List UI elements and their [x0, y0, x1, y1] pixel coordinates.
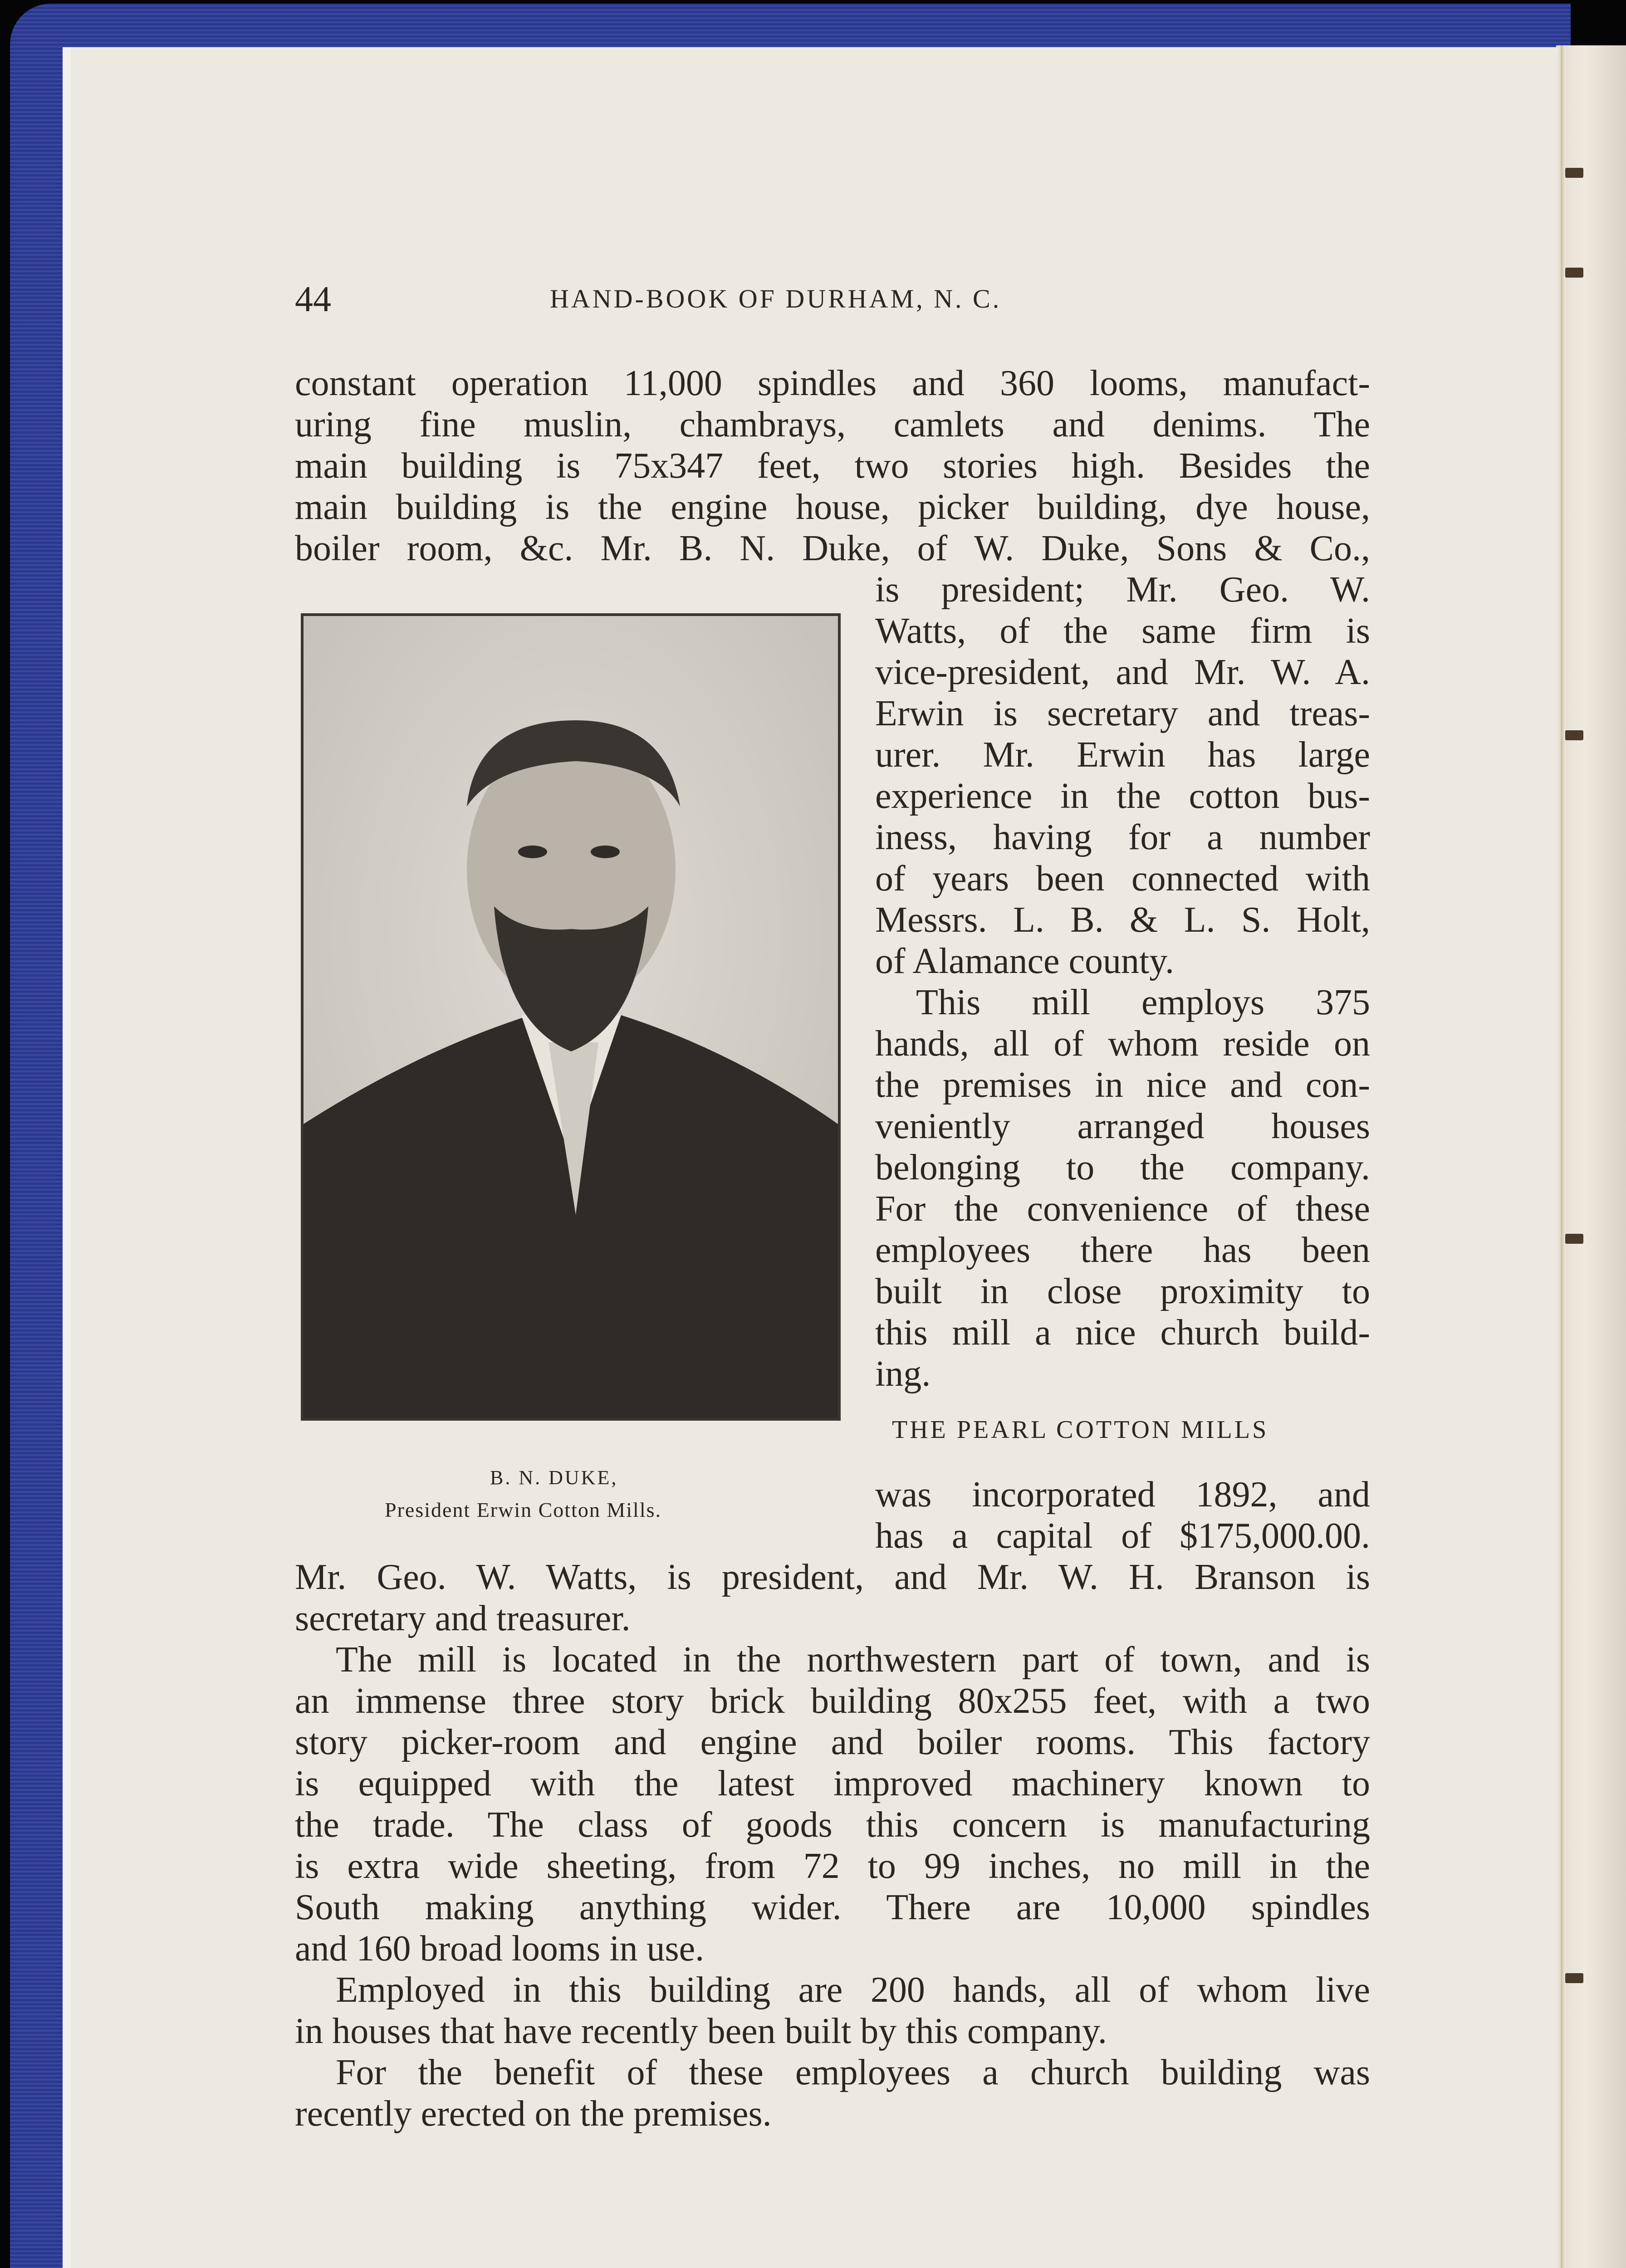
facing-page-edge — [1556, 45, 1626, 2268]
text-line: story picker-room and engine and boiler rooms. This factory — [295, 1722, 1370, 1762]
text-line: belonging to the company. — [875, 1148, 1370, 1188]
section-heading: THE PEARL COTTON MILLS — [892, 1416, 1269, 1444]
binding-thread — [1565, 168, 1583, 178]
text-line: Mr. Geo. W. Watts, is president, and Mr. W. H. Branson is — [295, 1557, 1370, 1597]
text-line: was incorporated 1892, and — [875, 1475, 1370, 1515]
portrait-image — [304, 616, 838, 1418]
text-line: is extra wide sheeting, from 72 to 99 inches, no mill in the — [295, 1846, 1370, 1886]
text-line: Messrs. L. B. & L. S. Holt, — [875, 900, 1370, 940]
text-line: This mill employs 375 — [916, 982, 1370, 1022]
text-line: iness, having for a number — [875, 817, 1370, 857]
text-line: main building is 75x347 feet, two stories high. Besides the — [295, 446, 1370, 486]
portrait-caption-title: President Erwin Cotton Mills. — [385, 1498, 661, 1521]
text-line: an immense three story brick building 80x255 feet, with a two — [295, 1681, 1370, 1721]
text-line: recently erected on the premises. — [295, 2094, 772, 2134]
page-number: 44 — [295, 279, 331, 319]
text-line: has a capital of $175,000.00. — [875, 1516, 1370, 1556]
text-line: Watts, of the same firm is — [875, 611, 1370, 651]
text-line: South making anything wider. There are 10,000 spindles — [295, 1887, 1370, 1927]
binding-thread — [1565, 1973, 1583, 1983]
page-gutter — [1561, 45, 1564, 2268]
text-line: of years been connected with — [875, 859, 1370, 899]
text-line: uring fine muslin, chambrays, camlets and denims. The — [295, 405, 1370, 445]
text-line: the premises in nice and con- — [875, 1065, 1370, 1105]
text-line: constant operation 11,000 spindles and 360 looms, manufact- — [295, 363, 1370, 403]
text-line: and 160 broad looms in use. — [295, 1929, 705, 1969]
text-line: the trade. The class of goods this concern is manufacturing — [295, 1805, 1370, 1845]
text-line: in houses that have recently been built by this company. — [295, 2011, 1107, 2051]
text-line: main building is the engine house, picker building, dye house, — [295, 487, 1370, 527]
text-line: of Alamance county. — [875, 941, 1175, 981]
text-line: hands, all of whom reside on — [875, 1024, 1370, 1064]
binding-thread — [1565, 1234, 1583, 1244]
text-line: For the benefit of these employees a church building was — [336, 2053, 1370, 2092]
text-line: Erwin is secretary and treas- — [875, 694, 1370, 733]
text-line: boiler room, &c. Mr. B. N. Duke, of W. Duke, Sons & Co., — [295, 528, 1370, 568]
text-line: veniently arranged houses — [875, 1106, 1370, 1146]
text-line: is president; Mr. Geo. W. — [875, 570, 1370, 610]
text-line: ing. — [875, 1354, 931, 1394]
text-line: Employed in this building are 200 hands, all of whom live — [336, 1970, 1370, 2010]
portrait-caption-name: B. N. DUKE, — [490, 1466, 618, 1489]
binding-thread — [1565, 730, 1583, 740]
text-line: built in close proximity to — [875, 1271, 1370, 1311]
text-line: urer. Mr. Erwin has large — [875, 735, 1370, 775]
text-line: is equipped with the latest improved machinery known to — [295, 1764, 1370, 1804]
text-line: secretary and treasurer. — [295, 1598, 631, 1638]
text-line: this mill a nice church build- — [875, 1313, 1370, 1353]
text-line: experience in the cotton bus- — [875, 776, 1370, 816]
text-line: The mill is located in the northwestern part of town, and is — [336, 1640, 1370, 1680]
text-line: For the convenience of these — [875, 1189, 1370, 1229]
binding-thread — [1565, 268, 1583, 278]
portrait-photo — [301, 613, 841, 1421]
text-line: vice-president, and Mr. W. A. — [875, 652, 1370, 692]
text-line: employees there has been — [875, 1230, 1370, 1270]
running-title: HAND-BOOK OF DURHAM, N. C. — [550, 284, 1002, 313]
